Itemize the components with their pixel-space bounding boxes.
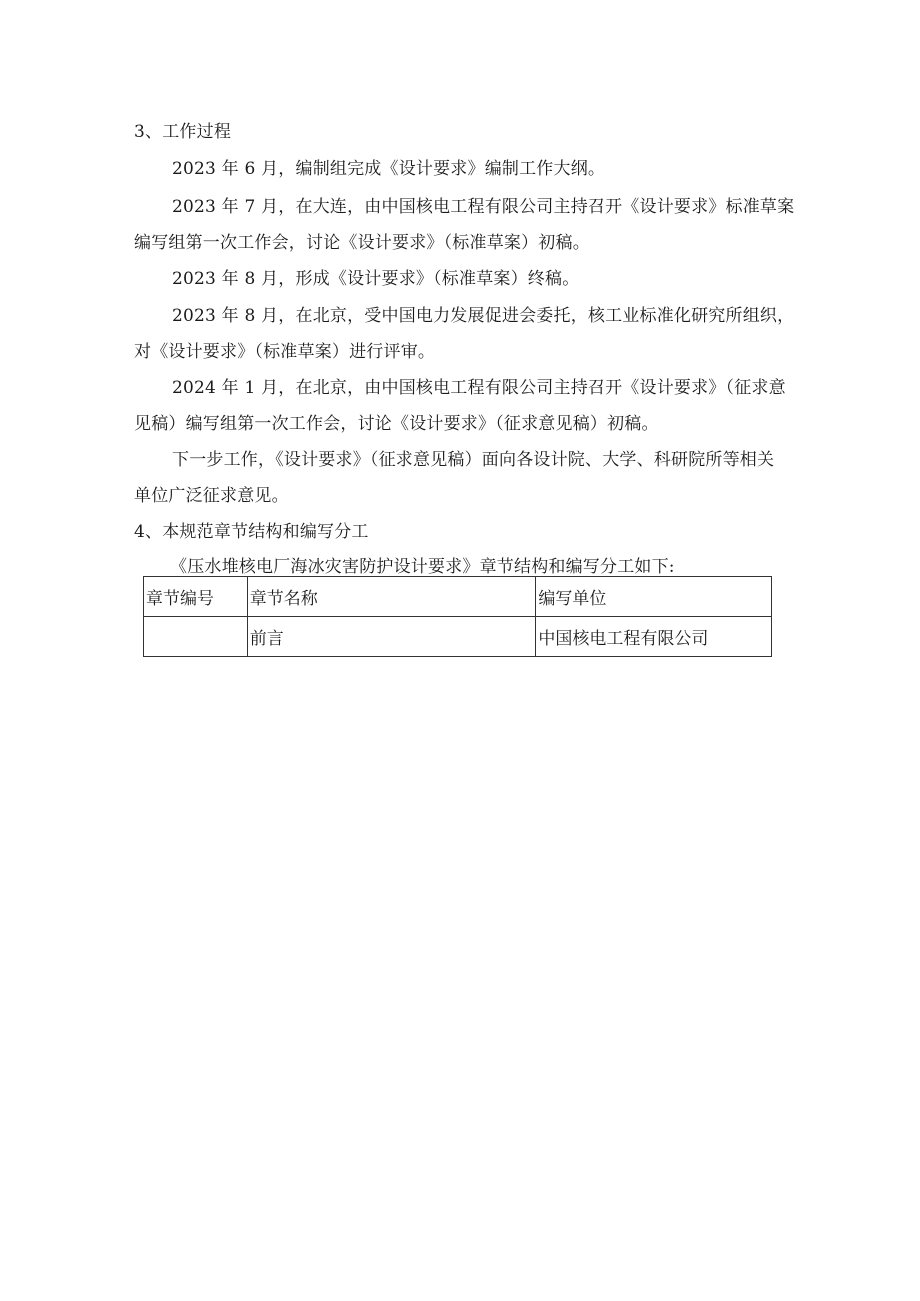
paragraph-6-line-2: 单位广泛征求意见。 [134,486,289,506]
paragraph-5-line-1: 2024 年 1 月，在北京，由中国核电工程有限公司主持召开《设计要求》（征求意 [172,378,786,398]
table-row [144,617,772,657]
paragraph-2-line-2: 编写组第一次工作会，讨论《设计要求》（标准草案）初稿。 [134,233,590,253]
paragraph-1-line-1: 2023 年 6 月，编制组完成《设计要求》编制工作大纲。 [172,159,606,179]
table-intro: 《压水堆核电厂海冰灾害防护设计要求》章节结构和编写分工如下: [170,557,675,577]
section-3-heading: 3、工作过程 [134,122,232,142]
table-header-row [144,577,772,617]
paragraph-3-line-1: 2023 年 8 月，形成《设计要求》（标准草案）终稿。 [172,269,580,289]
header-chapter-name: 章节名称 [247,577,536,617]
chapter-table [143,576,772,657]
paragraph-5-line-2: 见稿）编写组第一次工作会，讨论《设计要求》（征求意见稿）初稿。 [134,414,659,434]
header-chapter-number: 章节编号 [144,577,248,617]
cell-author-unit: 中国核电工程有限公司 [536,617,772,657]
cell-chapter-name: 前言 [247,617,536,657]
header-author-unit: 编写单位 [536,577,772,617]
paragraph-2-line-1: 2023 年 7 月，在大连，由中国核电工程有限公司主持召开《设计要求》标准草案 [172,197,795,217]
paragraph-4-line-2: 对《设计要求》（标准草案）进行评审。 [134,342,436,362]
paragraph-4-line-1: 2023 年 8 月，在北京，受中国电力发展促进会委托，核工业标准化研究所组织， [172,306,795,326]
cell-chapter-number [144,617,248,657]
section-4-heading: 4、本规范章节结构和编写分工 [134,522,369,542]
paragraph-6-line-1: 下一步工作，《设计要求》（征求意见稿）面向各设计院、大学、科研院所等相关 [172,450,775,470]
